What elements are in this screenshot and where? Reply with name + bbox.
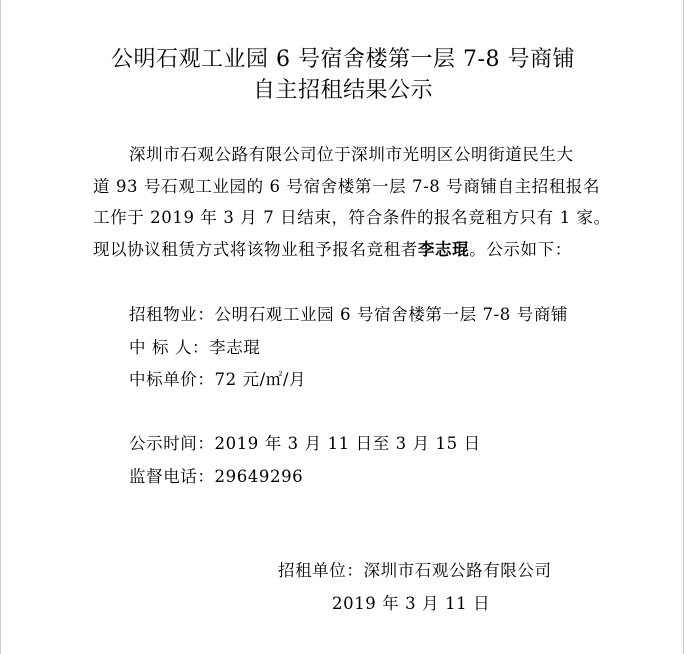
notice-title-line-1: 公明石观工业园 6 号宿舍楼第一层 7-8 号商铺 xyxy=(111,47,575,72)
body-line-4-suffix: 。公示如下： xyxy=(469,240,572,259)
issuer-value: 深圳市石观公路有限公司 xyxy=(363,561,552,580)
period-row xyxy=(129,430,481,458)
property-row xyxy=(129,301,568,329)
property-value: 公明石观工业园 6 号宿舍楼第一层 7-8 号商铺 xyxy=(214,305,569,324)
price-row xyxy=(129,366,306,394)
winner-label: 中 标 人： xyxy=(129,338,210,357)
winner-value: 李志琨 xyxy=(209,338,261,357)
period-label: 公示时间： xyxy=(129,434,215,453)
winner-name-emphasis: 李志琨 xyxy=(417,240,470,259)
body-paragraph-line-3: 工作于 2019 年 3 月 7 日结束，符合条件的报名竞租方只有 1 家。 xyxy=(93,208,611,227)
price-value: 72 元/㎡/月 xyxy=(214,370,307,389)
notice-title-line-2: 自主招租结果公示 xyxy=(252,78,433,103)
issue-date: 2019 年 3 月 11 日 xyxy=(332,594,491,613)
body-paragraph-line-1: 深圳市石观公路有限公司位于深圳市光明区公明街道民生大 xyxy=(129,145,574,164)
issuer-row xyxy=(278,557,552,585)
price-label: 中标单价： xyxy=(129,370,215,389)
phone-value: 29649296 xyxy=(214,467,304,486)
body-paragraph-line-2: 道 93 号石观工业园的 6 号宿舍楼第一层 7-8 号商铺自主招租报名 xyxy=(93,177,601,196)
body-paragraph-line-4 xyxy=(93,236,572,264)
winner-row xyxy=(129,334,260,362)
phone-row xyxy=(129,463,303,491)
phone-label: 监督电话： xyxy=(129,467,215,486)
property-label: 招租物业： xyxy=(129,305,215,324)
issuer-label: 招租单位： xyxy=(278,561,364,580)
body-line-4-prefix: 现以协议租赁方式将该物业租予报名竞租者 xyxy=(93,240,418,259)
period-value: 2019 年 3 月 11 日至 3 月 15 日 xyxy=(214,434,481,453)
